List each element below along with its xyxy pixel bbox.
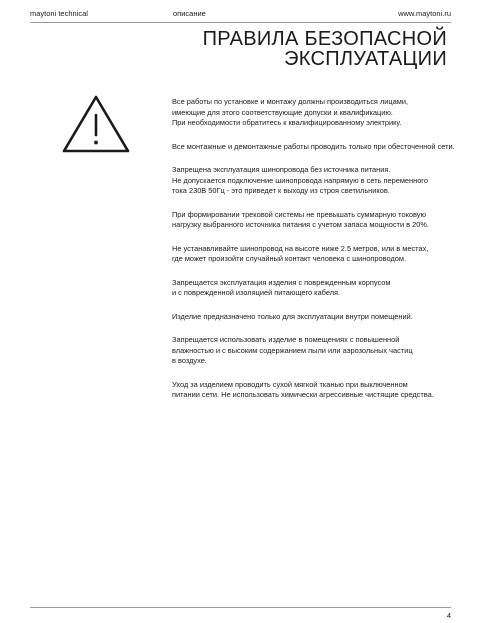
page-title [147, 29, 447, 69]
safety-rule-paragraph [172, 210, 457, 231]
safety-rule-line: где может произойти случайный контакт человека с шинопроводом. [172, 254, 407, 263]
header-brand: maytoni technical [30, 9, 88, 18]
safety-rule-line: Не допускается подключение шинопровода напрямую в сеть переменного [172, 175, 428, 185]
safety-rule-line: нагрузку выбранного источника питания с учетом запаса мощности в 20%. [172, 220, 429, 229]
safety-rule-paragraph [172, 278, 457, 299]
safety-rule-line: Изделие предназначено только для эксплуатации внутри помещений. [172, 311, 413, 321]
safety-rule-line: питании сети. Не использовать химически агрессивные чистящие средства. [172, 390, 434, 399]
safety-rule-paragraph [172, 380, 457, 401]
safety-rule-line: и с поврежденной изоляцией питающего кабеля. [172, 288, 341, 297]
warning-triangle-icon [60, 93, 132, 157]
header-website: www.maytoni.ru [398, 9, 451, 18]
page-number: 4 [446, 611, 451, 620]
safety-rule-paragraph [172, 335, 457, 367]
safety-rule-line: Все монтажные и демонтажные работы проводить только при обесточенной сети. [172, 141, 455, 151]
safety-rule-line: Запрещена эксплуатация шинопровода без источника питания. [172, 165, 391, 174]
safety-rule-line: в воздухе. [172, 356, 207, 365]
safety-rule-line: влажностью и с высоким содержанием пыли или аэрозольных частиц [172, 345, 413, 355]
safety-rule-line: При формировании трековой системы не превышать суммарную токовую [172, 209, 427, 219]
page-title-line-1: ПРАВИЛА БЕЗОПАСНОЙ [202, 28, 447, 50]
safety-rule-paragraph [172, 244, 457, 265]
safety-rule-paragraph [172, 97, 457, 129]
header-section: описание [173, 9, 206, 18]
footer-divider [30, 607, 451, 608]
safety-rule-paragraph [172, 165, 457, 197]
safety-rule-paragraph [172, 312, 457, 323]
safety-rule-line: тока 230В 50Гц - это приведет к выходу из строя светильников. [172, 186, 390, 195]
safety-rule-line: Не устанавливайте шинопровод на высоте ниже 2.5 метров, или в местах, [172, 243, 429, 253]
safety-rules-list [172, 97, 457, 414]
page-title-line-2: ЭКСПЛУАТАЦИИ [284, 48, 447, 70]
header-divider [30, 22, 451, 23]
safety-rule-paragraph [172, 142, 457, 153]
page-header [30, 9, 451, 21]
safety-rule-line: Уход за изделием проводить сухой мягкой тканью при выключенном [172, 379, 408, 389]
safety-rule-line: Запрещается использовать изделие в помещениях с повышенной [172, 335, 400, 344]
safety-rule-line: Запрещается эксплуатация изделия с поврежденным корпусом [172, 277, 391, 287]
safety-rule-line: При необходимости обратитесь к квалифицированному электрику. [172, 118, 402, 127]
safety-rule-line: имеющие для этого соответствующие допуски и квалификацию. [172, 107, 393, 117]
safety-rule-line: Все работы по установке и монтажу должны производиться лицами, [172, 97, 409, 106]
